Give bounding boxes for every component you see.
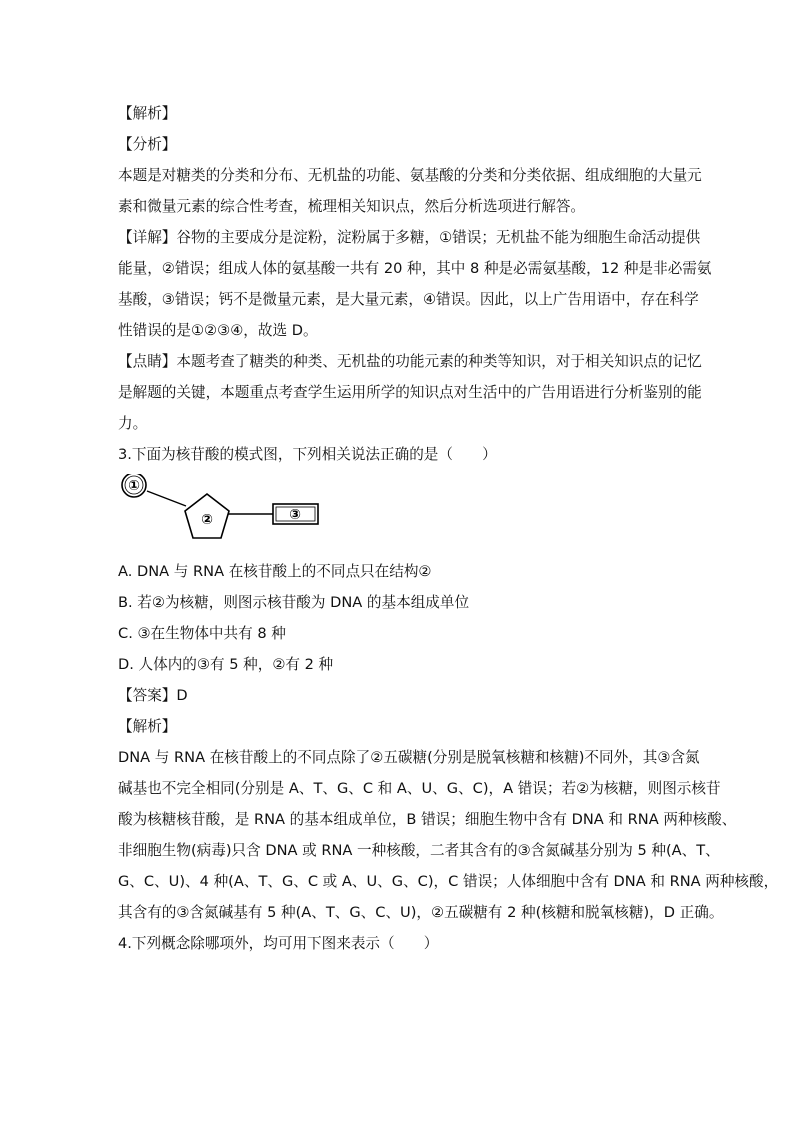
q3-analysis-line: DNA 与 RNA 在核苷酸上的不同点除了②五碳糖(分别是脱氧核糖和核糖)不同外，其③含氮 xyxy=(118,749,700,766)
q3-answer: 【答案】D xyxy=(118,687,188,704)
label-2: ② xyxy=(201,512,213,528)
q3-analysis-line: G、C、U)、4 种(A、T、G、C 或 A、U、G、C)，C 错误；人体细胞中含有 DNA 和 RNA 两种核酸， xyxy=(118,873,779,890)
q2-dianjing-line: 是解题的关键，本题重点考查学生运用所学的知识点对生活中的广告用语进行分析鉴别的能 xyxy=(118,384,702,401)
q3-stem: 3.下面为核苷酸的模式图，下列相关说法正确的是（ ） xyxy=(118,446,497,463)
q2-fenxi-line: 素和微量元素的综合性考查，梳理相关知识点，然后分析选项进行解答。 xyxy=(118,198,586,215)
q2-detail-line: 能量，②错误；组成人体的氨基酸一共有 20 种，其中 8 种是必需氨基酸，12 种是非必需氨 xyxy=(118,260,712,277)
label-3: ③ xyxy=(289,507,301,523)
document-page xyxy=(118,98,779,959)
q2-dianjing-line: 【点睛】本题考查了糖类的种类、无机盐的功能元素的种类等知识，对于相关知识点的记忆 xyxy=(118,353,702,370)
q2-detail-line: 基酸，③错误；钙不是微量元素，是大量元素，④错误。因此，以上广告用语中，存在科学 xyxy=(118,291,699,308)
nucleotide-diagram xyxy=(118,474,678,550)
q3-option-c: C. ③在生物体中共有 8 种 xyxy=(118,625,286,642)
q2-fenxi-header: 【分析】 xyxy=(118,136,177,153)
q2-dianjing-line: 力。 xyxy=(118,415,148,432)
label-1: ① xyxy=(128,478,140,494)
q3-option-d: D. 人体内的③有 5 种，②有 2 种 xyxy=(118,656,334,673)
q4-stem: 4.下列概念除哪项外，均可用下图来表示（ ） xyxy=(118,935,439,952)
q3-analysis-line: 非细胞生物(病毒)只含 DNA 或 RNA 一种核酸，二者其含有的③含氮碱基分别为 5 种(A、T、 xyxy=(118,842,720,859)
q3-option-b: B. 若②为核糖，则图示核苷酸为 DNA 的基本组成单位 xyxy=(118,594,470,611)
q3-analysis-header: 【解析】 xyxy=(118,718,177,735)
q3-option-a: A. DNA 与 RNA 在核苷酸上的不同点只在结构② xyxy=(118,563,432,580)
q2-analysis-header: 【解析】 xyxy=(118,105,177,122)
q3-analysis-line: 碱基也不完全相同(分别是 A、T、G、C 和 A、U、G、C)，A 错误；若②为核糖，则图示核苷 xyxy=(118,780,721,797)
q2-detail-line: 性错误的是①②③④，故选 D。 xyxy=(118,322,318,339)
q3-analysis-line: 酸为核糖核苷酸，是 RNA 的基本组成单位，B 错误；细胞生物中含有 DNA 和 RNA 两种核酸、 xyxy=(118,811,737,828)
q2-detail-line: 【详解】谷物的主要成分是淀粉，淀粉属于多糖，①错误；无机盐不能为细胞生命活动提供 xyxy=(118,229,701,246)
nucleotide-diagram-svg xyxy=(118,474,338,550)
q2-fenxi-line: 本题是对糖类的分类和分布、无机盐的功能、氨基酸的分类和分类依据、组成细胞的大量元 xyxy=(118,167,702,184)
q3-analysis-line: 其含有的③含氮碱基有 5 种(A、T、G、C、U)，②五碳糖有 2 种(核糖和脱氧核糖)，D 正确。 xyxy=(118,904,724,921)
bond-line-1 xyxy=(147,491,186,506)
